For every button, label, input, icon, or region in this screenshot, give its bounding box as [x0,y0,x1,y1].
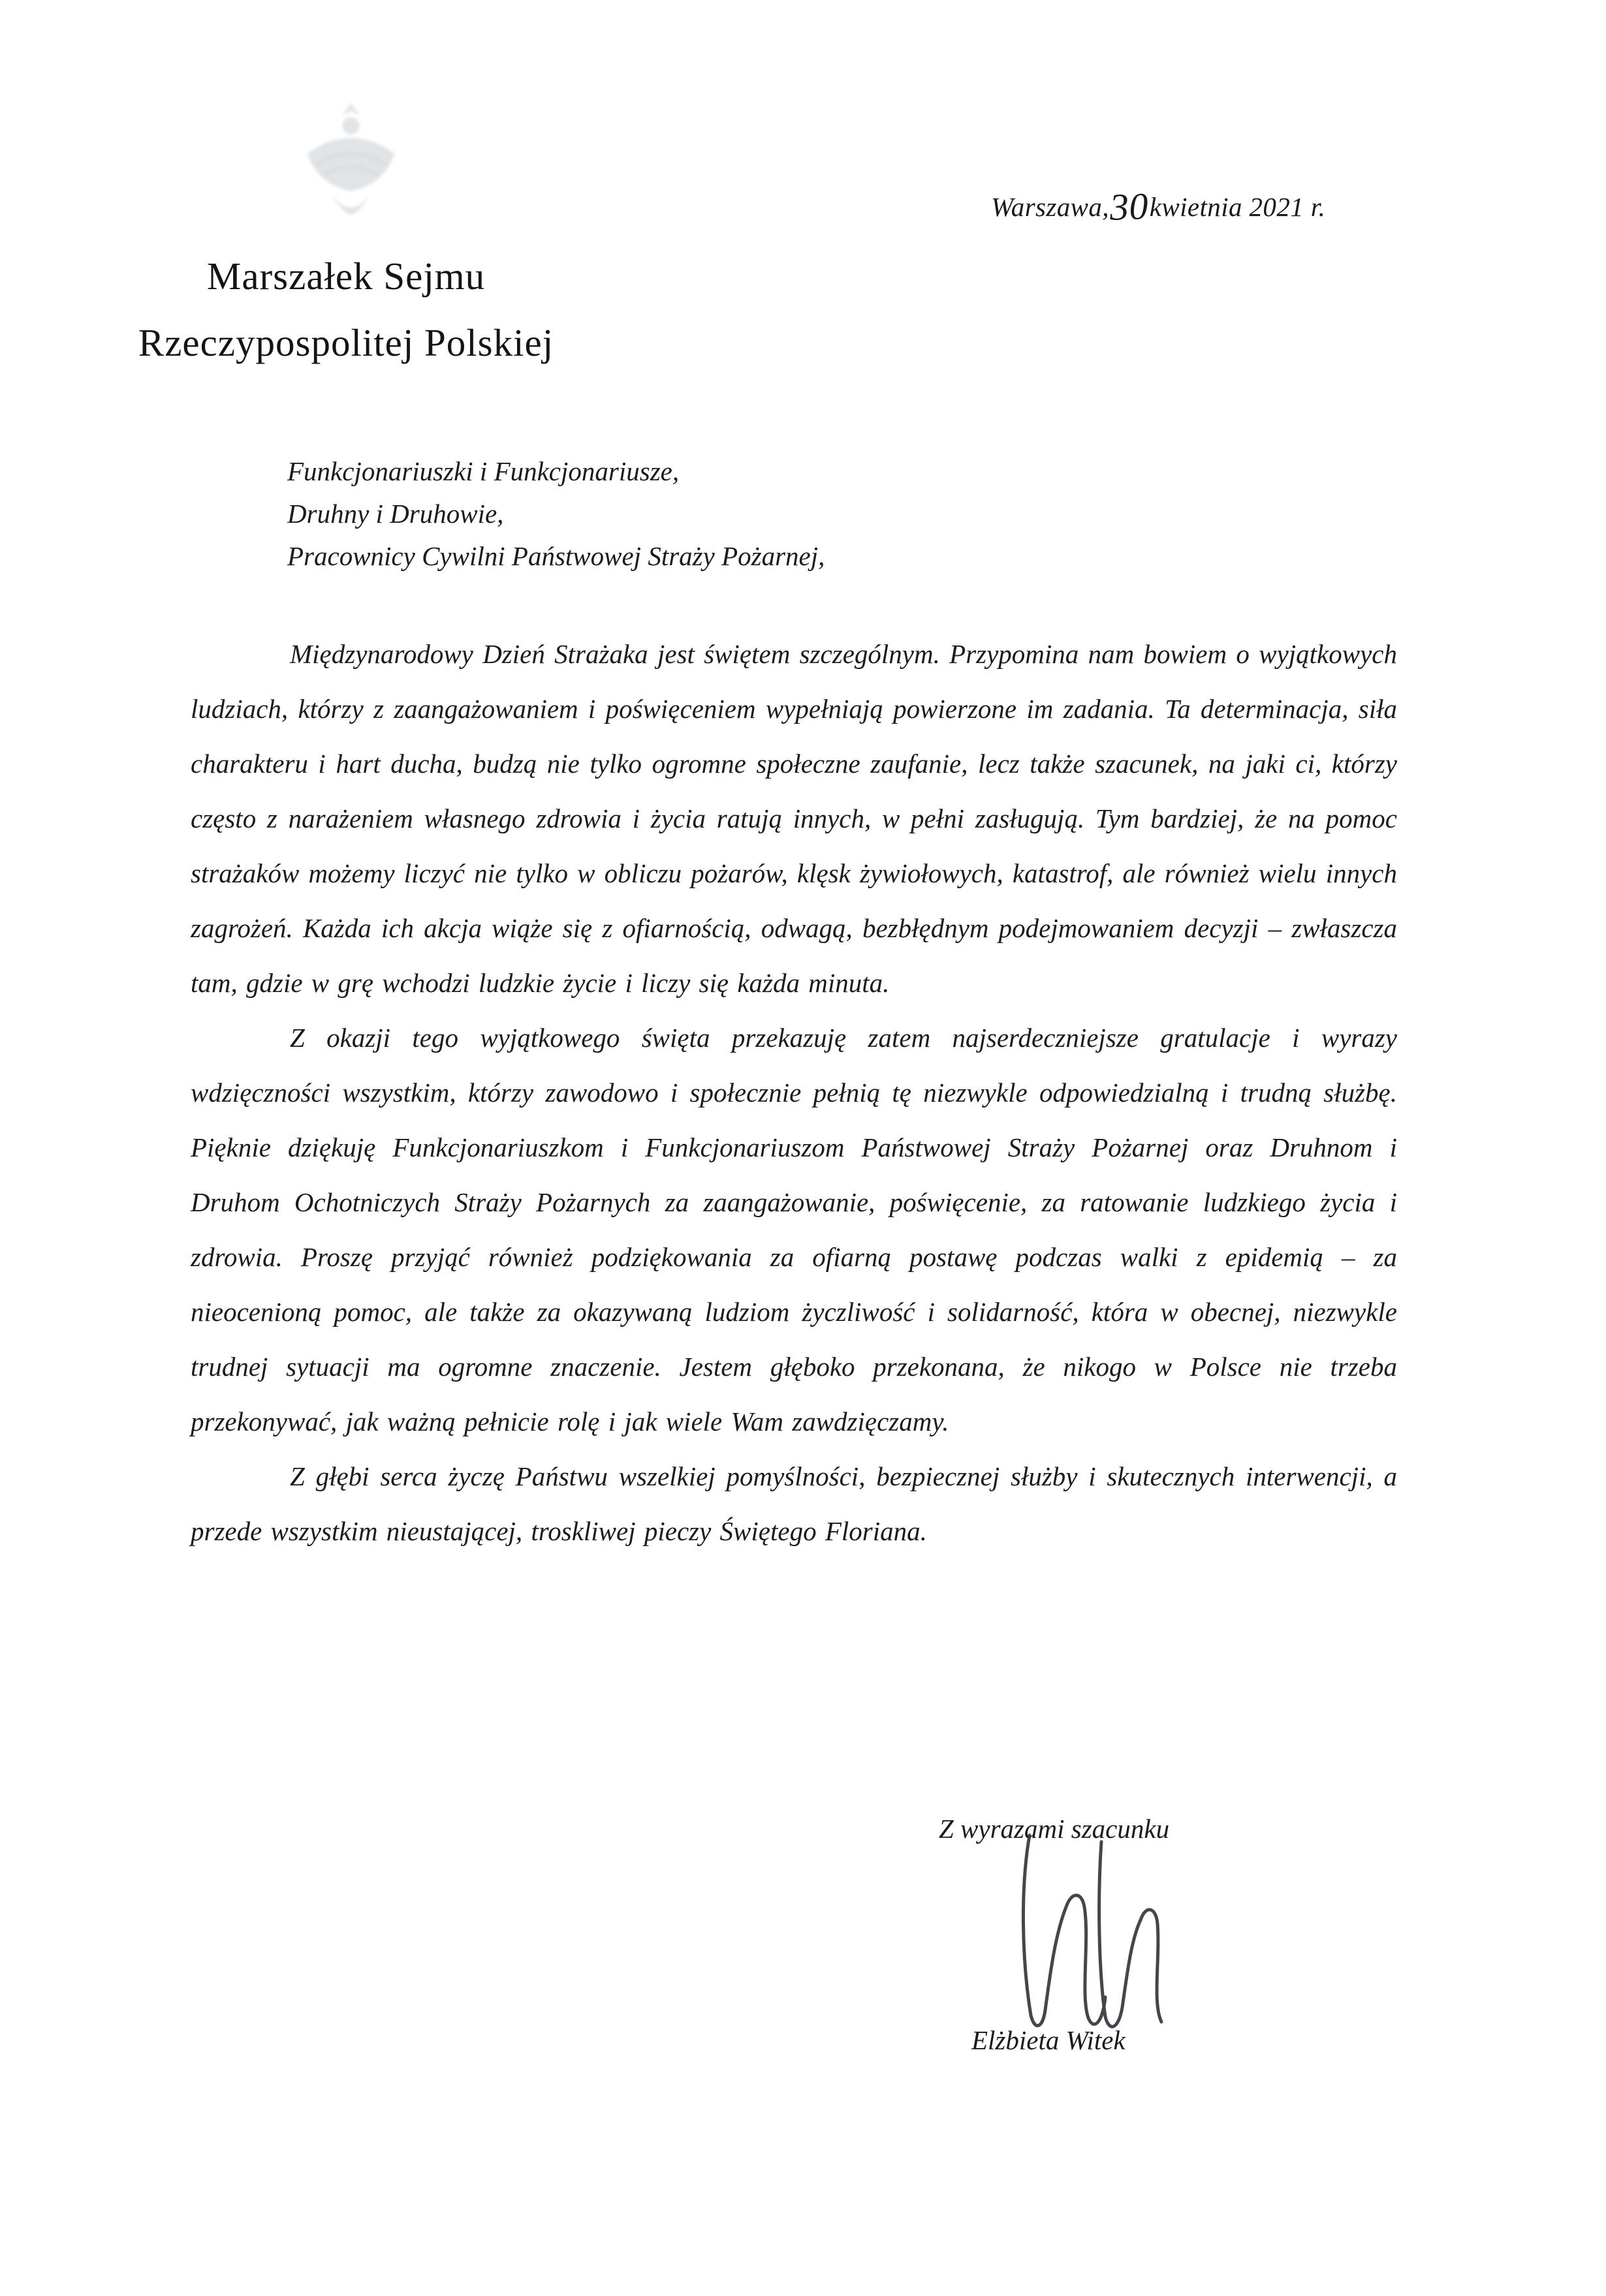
sender-title-line1: Marszałek Sejmu [206,255,486,298]
salutation-block [287,450,825,578]
salutation-line: Funkcjonariuszki i Funkcjonariusze, [287,456,680,486]
date-day-handwritten: 30 [1109,184,1149,229]
salutation-line: Pracownicy Cywilni Państwowej Straży Pożarnej, [287,541,825,571]
paragraph: Z okazji tego wyjątkowego święta przekazuję zatem najserdeczniejsze gratulacje i wyrazy wdzięczności wszystkim, którzy zawodowo i społecznie pełnią tę niezwykle odpowiedzialną i trudną służbę. Pięknie dziękuję Funkcjonariuszkom i Funkcjonariuszom Państwowej Straży Pożarnej oraz Druhnom i Druhom Ochotniczych Straży Pożarnych za zaangażowanie, poświęcenie, za ratowanie ludzkiego życia i zdrowia. Proszę przyjąć również podziękowania za ofiarną postawę podczas walki z epidemią – za nieocenioną pomoc, ale także za okazywaną ludziom życzliwość i solidarność, która w obecnej, niezwykle trudnej sytuacji ma ogromne znaczenie. Jestem głęboko przekonana, że nikogo w Polsce nie trzeba przekonywać, jak ważną pełnicie rolę i jak wiele Wam zawdzięczamy. [191,1023,1397,1436]
salutation-line: Druhny i Druhowie, [287,499,504,529]
valediction: Z wyrazami szacunku [939,1814,1170,1844]
date-line [991,184,1326,229]
date-city: Warszawa, [991,192,1109,222]
handwritten-signature [1002,1827,1185,2038]
sender-title-line2: Rzeczypospolitej Polskiej [138,321,554,364]
date-rest: kwietnia 2021 r. [1149,192,1326,222]
paragraph: Z głębi serca życzę Państwu wszelkiej pomyślności, bezpiecznej służby i skutecznych interwencji, a przede wszystkim nieustającej, troskliwej pieczy Świętego Floriana. [191,1461,1397,1546]
signer-name: Elżbieta Witek [971,2025,1126,2055]
sejm-eagle-watermark-icon [284,98,418,241]
sender-block [111,243,581,376]
letter-body [191,627,1397,1559]
paragraph: Międzynarodowy Dzień Strażaka jest świętem szczególnym. Przypomina nam bowiem o wyjątkowych ludziach, którzy z zaangażowaniem i poświęceniem wypełniają powierzone im zadania. Ta determinacja, siła charakteru i hart ducha, budzą nie tylko ogromne społeczne zaufanie, lecz także szacunek, na jaki ci, którzy często z narażeniem własnego zdrowia i życia ratują innych, w pełni zasługują. Tym bardziej, że na pomoc strażaków możemy liczyć nie tylko w obliczu pożarów, klęsk żywiołowych, katastrof, ale również wielu innych zagrożeń. Każda ich akcja wiąże się z ofiarnością, odwagą, bezbłędnym podejmowaniem decyzji – zwłaszcza tam, gdzie w grę wchodzi ludzkie życie i liczy się każda minuta. [191,639,1397,998]
